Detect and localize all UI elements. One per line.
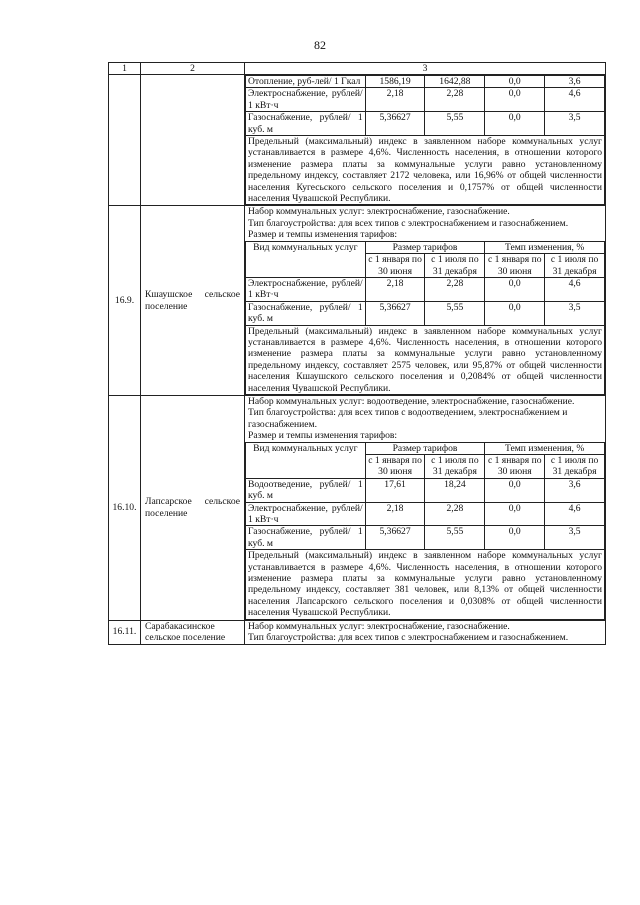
tariff-subtable <box>245 75 605 205</box>
section-number: 16.10. <box>109 395 141 620</box>
services-set: Набор коммунальных услуг: электроснабжение, газоснабжение. <box>248 206 510 218</box>
page-number: 82 <box>314 38 326 52</box>
improvement-type: Тип благоустройства: для всех типов с электроснабжением и газоснабжением. <box>248 632 569 644</box>
section-16-9 <box>109 206 606 396</box>
services-set: Набор коммунальных услуг: водоотведение, электроснабжение, газоснабжение. <box>248 395 575 407</box>
table-row: Водоотведение, рублей/ 1 куб. м 17,61 18,24 0,0 3,6 <box>246 478 605 502</box>
section-continued <box>109 75 606 206</box>
header-col-1: 1 <box>109 63 141 75</box>
settlement-name: Сарабакасинское сельское поселение <box>141 620 245 644</box>
tariff-table <box>108 62 606 645</box>
col-size: Размер тарифов <box>365 241 485 253</box>
section-number: 16.9. <box>109 206 141 396</box>
tariff-subtable: Вид коммунальных услуг Размер тарифов Темп изменения, % с 1 января по 30 июня с 1 июля по 31 декабря с 1 января по 30 июня с 1 июля по 31 декабря Электроснабжение, рублей/ 1 кВт·ч 2,18 2,28 0,0 4,6 Газоснабжение, рублей/ 1 куб. м 5,36627 5,55 0,0 3,5 Предельный (максимальный) индекс в заявленном наборе коммунальных услуг устанавливается в размере 4,6%. Численность населения, в отношении которого изменение размера платы за коммунальные услуги равно установленному предельному индексу, составляет 2575 человек, или 95,87% от общей численности населения Кшаушского сельского поселения и 0,2084% от общей численности населения Чувашской Республики. <box>245 241 605 395</box>
table-header-row <box>109 63 606 75</box>
improvement-type: Тип благоустройства: для всех типов с водоотведением, электроснабжением и газоснабжением. <box>248 407 568 430</box>
table-row: Газоснабжение, рублей/ 1 куб. м 5,36627 5,55 0,0 3,5 <box>246 301 605 325</box>
index-note: Предельный (максимальный) индекс в заявленном наборе коммунальных услуг устанавливается в размере 4,6%. Численность населения, в отношении которого изменение размера платы за коммунальные услуги равно установленному предельному индексу, составляет 2172 человека, или 16,96% от общей численности населения Кугесьского сельского поселения и 0,1757% от общей численности населения Чувашской Республики. <box>246 136 605 205</box>
services-set: Набор коммунальных услуг: электроснабжение, газоснабжение. <box>248 620 510 632</box>
sizes-title: Размер и темпы изменения тарифов: <box>248 430 398 442</box>
col-kind: Вид коммунальных услуг <box>246 241 366 277</box>
col-rate: Темп изменения, % <box>485 442 605 454</box>
table-row: Электроснабжение, рублей/ 1 кВт·ч 2,18 2,28 0,0 4,6 <box>246 277 605 301</box>
table-row: Отопление, руб-лей/ 1 Гкал 1586,19 1642,88 0,0 3,6 <box>246 76 605 88</box>
settlement-name: Лапсарское сельское поселение <box>141 395 245 620</box>
table-row: Газоснабжение, рублей/ 1 куб. м 5,36627 5,55 0,0 3,5 <box>246 526 605 550</box>
col-rate: Темп изменения, % <box>485 241 605 253</box>
table-row: Электроснабжение, рублей/ 1 кВт·ч 2,18 2,28 0,0 4,6 <box>246 502 605 526</box>
section-16-11 <box>109 620 606 644</box>
col-kind: Вид коммунальных услуг <box>246 442 366 478</box>
section-16-10 <box>109 395 606 620</box>
table-row: Газоснабжение, рублей/ 1 куб. м 5,36627 5,55 0,0 3,5 <box>246 112 605 136</box>
sizes-title: Размер и темпы изменения тарифов: <box>248 229 398 241</box>
tariff-subtable: Вид коммунальных услуг Размер тарифов Темп изменения, % с 1 января по 30 июня с 1 июля по 31 декабря с 1 января по 30 июня с 1 июля по 31 декабря Водоотведение, рублей/ 1 куб. м 17,61 18,24 0,0 3,6 Электроснабжение, рублей/ 1 кВт·ч 2,18 2,28 0,0 4,6 Газоснабжение, рублей/ 1 куб. м 5,36627 5,55 0,0 3,5 Предельный (максимальный) индекс в заявленном наборе коммунальных услуг устанавливается в размере 4,6%. Численность населения, в отношении которого изменение размера платы за коммунальные услуги равно установленному предельному индексу, составляет 381 человек, или 8,13% от общей численности населения Лапсарского сельского поселения и 0,0308% от общей численности населения Чувашской Республики. <box>245 442 605 620</box>
table-row: Электроснабжение, рублей/ 1 кВт·ч 2,18 2,28 0,0 4,6 <box>246 88 605 112</box>
index-note: Предельный (максимальный) индекс в заявленном наборе коммунальных услуг устанавливается в размере 4,6%. Численность населения, в отношении которого изменение размера платы за коммунальные услуги равно установленному предельному индексу, составляет 381 человек, или 8,13% от общей численности населения Лапсарского сельского поселения и 0,0308% от общей численности населения Чувашской Республики. <box>246 550 605 619</box>
settlement-name: Кшаушское сельское поселение <box>141 206 245 396</box>
section-number: 16.11. <box>109 620 141 644</box>
header-col-3: 3 <box>245 63 606 75</box>
index-note: Предельный (максимальный) индекс в заявленном наборе коммунальных услуг устанавливается в размере 4,6%. Численность населения, в отношении которого изменение размера платы за коммунальные услуги равно установленному предельному индексу, составляет 2575 человек, или 95,87% от общей численности населения Кшаушского сельского поселения и 0,2084% от общей численности населения Чувашской Республики. <box>246 325 605 394</box>
improvement-type: Тип благоустройства: для всех типов с электроснабжением и газоснабжением. <box>248 217 569 229</box>
col-size: Размер тарифов <box>365 442 485 454</box>
header-col-2: 2 <box>141 63 245 75</box>
